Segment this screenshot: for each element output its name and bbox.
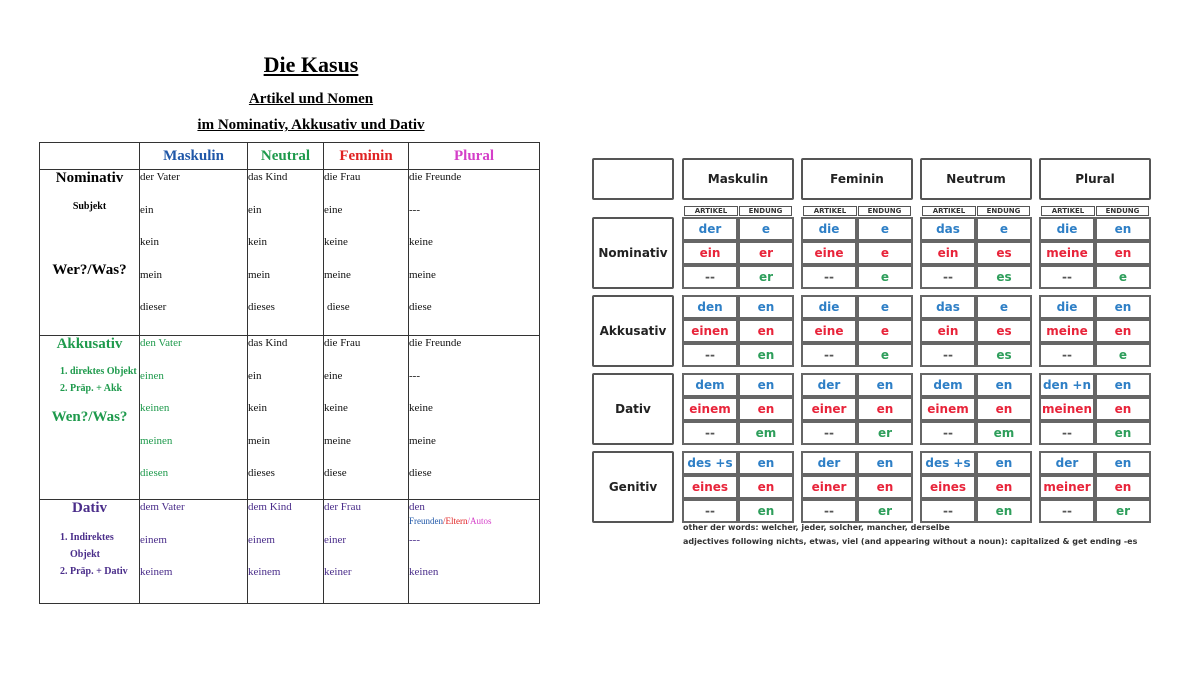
endung-cell: en bbox=[1095, 217, 1151, 241]
subheader-artikel: ARTIKEL bbox=[684, 206, 738, 216]
endung-cell: er bbox=[1095, 499, 1151, 523]
cell-text: keiner bbox=[324, 566, 352, 579]
artikel-cell: die bbox=[801, 295, 857, 319]
cell-text bbox=[409, 500, 539, 533]
artikel-cell: dem bbox=[682, 373, 738, 397]
endung-cell: en bbox=[1095, 475, 1151, 499]
endung-cell: en bbox=[1095, 451, 1151, 475]
cell-text: eine bbox=[324, 203, 343, 216]
artikel-cell: ein bbox=[682, 241, 738, 265]
cell-text: keinem bbox=[248, 566, 281, 579]
artikel-cell: der bbox=[682, 217, 738, 241]
header-empty bbox=[40, 143, 140, 170]
cell-text: mein bbox=[140, 268, 162, 281]
endung-cell: en bbox=[738, 343, 794, 367]
artikel-cell: der bbox=[801, 451, 857, 475]
row-nominativ bbox=[40, 170, 540, 336]
cell-text: ein bbox=[140, 203, 154, 216]
artikel-cell: einem bbox=[682, 397, 738, 421]
endung-cell: en bbox=[738, 499, 794, 523]
cell-text: der Vater bbox=[140, 171, 180, 183]
kasus-table bbox=[39, 142, 540, 604]
endung-cell: e bbox=[857, 217, 913, 241]
endung-cell: e bbox=[857, 319, 913, 343]
cell-text: der Frau bbox=[324, 500, 361, 513]
cell-text: die Freunde bbox=[409, 337, 462, 349]
cell-text: keine bbox=[324, 236, 348, 249]
cell-text: eine bbox=[324, 369, 343, 382]
endung-cell: en bbox=[857, 451, 913, 475]
endung-cell: en bbox=[857, 475, 913, 499]
note-der-words: other der words: welcher, jeder, solcher, mancher, derselbe bbox=[683, 523, 950, 532]
endung-cell: e bbox=[857, 265, 913, 289]
akk-plural-cell bbox=[409, 336, 540, 500]
akk-feminin-cell bbox=[324, 336, 409, 500]
nom-feminin-cell bbox=[324, 170, 409, 336]
endung-cell: en bbox=[738, 475, 794, 499]
cell-text: einem bbox=[140, 533, 167, 546]
case-name-nominativ: Nominativ bbox=[55, 170, 124, 186]
endung-cell: en bbox=[1095, 373, 1151, 397]
table-header-row bbox=[40, 143, 540, 170]
endung-cell: er bbox=[738, 241, 794, 265]
cell-text: dem Kind bbox=[248, 500, 292, 513]
endung-cell: en bbox=[738, 373, 794, 397]
document-subtitle-2: im Nominativ, Akkusativ und Dativ bbox=[197, 117, 425, 133]
case-label-genitiv: Genitiv bbox=[592, 451, 674, 523]
akkusativ-list bbox=[40, 363, 139, 397]
note-adjectives: adjectives following nichts, etwas, viel (and appearing without a noun): capitalized & get ending -es bbox=[683, 537, 1138, 546]
nom-neutral-cell bbox=[248, 170, 324, 336]
artikel-cell: meiner bbox=[1039, 475, 1095, 499]
artikel-cell: des +s bbox=[920, 451, 976, 475]
artikel-cell: das bbox=[920, 295, 976, 319]
plural-nouns bbox=[409, 516, 492, 526]
endung-cell: en bbox=[738, 295, 794, 319]
subheader-endung: ENDUNG bbox=[739, 206, 792, 216]
artikel-cell: eines bbox=[682, 475, 738, 499]
case-label-nominativ: Nominativ bbox=[592, 217, 674, 289]
cell-text: das Kind bbox=[248, 337, 288, 349]
endung-cell: e bbox=[857, 241, 913, 265]
dativ-item: 1. Indirektes Objekt bbox=[70, 529, 139, 563]
endung-cell: es bbox=[976, 241, 1032, 265]
endung-cell: en bbox=[1095, 295, 1151, 319]
endung-cell: en bbox=[976, 397, 1032, 421]
row-dativ bbox=[40, 499, 540, 603]
endung-cell: e bbox=[857, 295, 913, 319]
separator: / bbox=[467, 515, 471, 526]
akkusativ-label-cell bbox=[40, 336, 140, 500]
subheader-artikel: ARTIKEL bbox=[803, 206, 857, 216]
dat-neutral-cell bbox=[248, 499, 324, 603]
cell-text: dieser bbox=[140, 301, 167, 314]
endung-cell: en bbox=[976, 451, 1032, 475]
cell-text: ein bbox=[248, 203, 262, 216]
endung-cell: e bbox=[1095, 265, 1151, 289]
header-plural: Plural bbox=[409, 143, 540, 170]
artikel-cell: meine bbox=[1039, 241, 1095, 265]
artikel-cell: -- bbox=[682, 265, 738, 289]
plural-article: den bbox=[409, 500, 425, 513]
dativ-label-cell bbox=[40, 499, 140, 603]
artikel-cell: der bbox=[1039, 451, 1095, 475]
document-title: Die Kasus bbox=[263, 52, 359, 77]
dat-feminin-cell bbox=[324, 499, 409, 603]
cell-text: diese bbox=[409, 467, 432, 480]
endung-cell: es bbox=[976, 265, 1032, 289]
endung-cell: er bbox=[738, 265, 794, 289]
artikel-cell: die bbox=[1039, 217, 1095, 241]
endung-cell: en bbox=[1095, 241, 1151, 265]
case-name-dativ: Dativ bbox=[72, 499, 107, 516]
artikel-cell: eine bbox=[801, 241, 857, 265]
artikel-cell: den +n bbox=[1039, 373, 1095, 397]
endung-cell: en bbox=[738, 397, 794, 421]
endung-cell: es bbox=[976, 343, 1032, 367]
artikel-cell: einen bbox=[682, 319, 738, 343]
artikel-cell: -- bbox=[920, 265, 976, 289]
subheader-endung: ENDUNG bbox=[977, 206, 1030, 216]
artikel-cell: -- bbox=[801, 343, 857, 367]
akk-neutral-cell bbox=[248, 336, 324, 500]
subheader-artikel: ARTIKEL bbox=[1041, 206, 1095, 216]
cell-text: keine bbox=[409, 402, 433, 415]
artikel-cell: das bbox=[920, 217, 976, 241]
noun-freunden: Freunden bbox=[409, 515, 443, 526]
separator: / bbox=[443, 515, 446, 526]
cell-text: --- bbox=[409, 533, 420, 546]
cell-text: die Freunde bbox=[409, 171, 462, 183]
dat-plural-cell bbox=[409, 499, 540, 603]
endung-cell: e bbox=[1095, 343, 1151, 367]
endung-cell: em bbox=[976, 421, 1032, 445]
dativ-list bbox=[40, 529, 139, 580]
akkusativ-item: 2. Präp. + Akk bbox=[70, 380, 139, 397]
nominativ-label-cell bbox=[40, 170, 140, 336]
akkusativ-question: Wen?/Was? bbox=[51, 409, 128, 425]
cell-text: --- bbox=[409, 369, 420, 382]
cell-text: keine bbox=[409, 236, 433, 249]
cell-text: ein bbox=[248, 369, 262, 382]
nom-maskulin-cell bbox=[140, 170, 248, 336]
gender-header-neutrum: Neutrum bbox=[920, 158, 1032, 200]
cell-text: keinem bbox=[140, 566, 173, 579]
gender-header-plural: Plural bbox=[1039, 158, 1151, 200]
artikel-cell: des +s bbox=[682, 451, 738, 475]
cell-text: einer bbox=[324, 533, 346, 546]
artikel-cell: -- bbox=[920, 421, 976, 445]
cell-text: kein bbox=[248, 236, 267, 249]
cell-text: meine bbox=[324, 434, 351, 447]
endung-cell: e bbox=[857, 343, 913, 367]
nom-plural-cell bbox=[409, 170, 540, 336]
artikel-cell: dem bbox=[920, 373, 976, 397]
endung-cell: en bbox=[1095, 421, 1151, 445]
dativ-item: 2. Präp. + Dativ bbox=[70, 563, 139, 580]
case-name-akkusativ: Akkusativ bbox=[56, 336, 123, 352]
case-label-akkusativ: Akkusativ bbox=[592, 295, 674, 367]
nominativ-question: Wer?/Was? bbox=[52, 262, 127, 278]
endung-cell: en bbox=[976, 373, 1032, 397]
artikel-cell: -- bbox=[920, 343, 976, 367]
artikel-cell: -- bbox=[801, 421, 857, 445]
artikel-cell: meinen bbox=[1039, 397, 1095, 421]
header-feminin: Feminin bbox=[324, 143, 409, 170]
artikel-cell: -- bbox=[920, 499, 976, 523]
cell-text: meine bbox=[409, 268, 436, 281]
endung-cell: es bbox=[976, 319, 1032, 343]
endung-cell: e bbox=[738, 217, 794, 241]
artikel-cell: einer bbox=[801, 475, 857, 499]
case-label-dativ: Dativ bbox=[592, 373, 674, 445]
artikel-cell: einer bbox=[801, 397, 857, 421]
gender-header-maskulin: Maskulin bbox=[682, 158, 794, 200]
cell-text: meinen bbox=[140, 434, 173, 447]
endung-cell: er bbox=[857, 421, 913, 445]
noun-autos: Autos bbox=[470, 515, 492, 526]
document-subtitle: Artikel und Nomen bbox=[248, 91, 374, 107]
cell-text: diese bbox=[324, 467, 347, 480]
artikel-cell: -- bbox=[1039, 265, 1095, 289]
endung-cell: em bbox=[738, 421, 794, 445]
endung-cell: en bbox=[976, 475, 1032, 499]
noun-eltern: Eltern bbox=[445, 515, 468, 526]
nominativ-note: Subjekt bbox=[72, 201, 107, 212]
artikel-cell: ein bbox=[920, 319, 976, 343]
cell-text: mein bbox=[248, 268, 270, 281]
header-neutral: Neutral bbox=[248, 143, 324, 170]
endung-cell: e bbox=[976, 295, 1032, 319]
cell-text: keinen bbox=[409, 566, 439, 579]
cell-text: einem bbox=[248, 533, 275, 546]
cell-text: diese bbox=[409, 301, 432, 314]
cell-text: kein bbox=[140, 236, 159, 249]
corner-box bbox=[592, 158, 674, 200]
endung-cell: en bbox=[857, 373, 913, 397]
subheader-endung: ENDUNG bbox=[1096, 206, 1149, 216]
cell-text: dieses bbox=[248, 467, 275, 480]
gender-header-feminin: Feminin bbox=[801, 158, 913, 200]
akkusativ-item: 1. direktes Objekt bbox=[70, 363, 139, 380]
endung-cell: e bbox=[976, 217, 1032, 241]
endung-cell: en bbox=[738, 319, 794, 343]
artikel-cell: -- bbox=[1039, 343, 1095, 367]
cell-text: kein bbox=[248, 402, 267, 415]
artikel-cell: -- bbox=[682, 499, 738, 523]
header-maskulin: Maskulin bbox=[140, 143, 248, 170]
cell-text: diesen bbox=[140, 467, 169, 480]
endung-cell: en bbox=[857, 397, 913, 421]
artikel-cell: die bbox=[801, 217, 857, 241]
artikel-cell: -- bbox=[801, 265, 857, 289]
artikel-cell: die bbox=[1039, 295, 1095, 319]
endung-cell: en bbox=[1095, 397, 1151, 421]
cell-text: keinen bbox=[140, 402, 170, 415]
artikel-cell: der bbox=[801, 373, 857, 397]
artikel-cell: ein bbox=[920, 241, 976, 265]
cell-text: diese bbox=[327, 301, 350, 314]
cell-text: einen bbox=[140, 369, 164, 382]
cell-text: meine bbox=[409, 434, 436, 447]
cell-text: keine bbox=[324, 402, 348, 415]
endung-cell: en bbox=[1095, 319, 1151, 343]
row-akkusativ bbox=[40, 336, 540, 500]
artikel-cell: einem bbox=[920, 397, 976, 421]
cell-text: dem Vater bbox=[140, 500, 185, 513]
cell-text: meine bbox=[324, 268, 351, 281]
subheader-endung: ENDUNG bbox=[858, 206, 911, 216]
endung-cell: er bbox=[857, 499, 913, 523]
cell-text: mein bbox=[248, 434, 270, 447]
artikel-cell: -- bbox=[682, 421, 738, 445]
artikel-cell: den bbox=[682, 295, 738, 319]
endung-cell: en bbox=[976, 499, 1032, 523]
akk-maskulin-cell bbox=[140, 336, 248, 500]
dat-maskulin-cell bbox=[140, 499, 248, 603]
cell-text: den Vater bbox=[140, 337, 182, 349]
subheader-artikel: ARTIKEL bbox=[922, 206, 976, 216]
artikel-cell: -- bbox=[1039, 499, 1095, 523]
cell-text: die Frau bbox=[324, 337, 361, 349]
artikel-cell: -- bbox=[801, 499, 857, 523]
cell-text: dieses bbox=[248, 301, 275, 314]
endung-cell: en bbox=[738, 451, 794, 475]
artikel-cell: -- bbox=[1039, 421, 1095, 445]
artikel-cell: -- bbox=[682, 343, 738, 367]
cell-text: das Kind bbox=[248, 171, 288, 183]
cell-text: die Frau bbox=[324, 171, 361, 183]
cell-text: --- bbox=[409, 203, 420, 216]
artikel-cell: eine bbox=[801, 319, 857, 343]
artikel-cell: meine bbox=[1039, 319, 1095, 343]
artikel-cell: eines bbox=[920, 475, 976, 499]
